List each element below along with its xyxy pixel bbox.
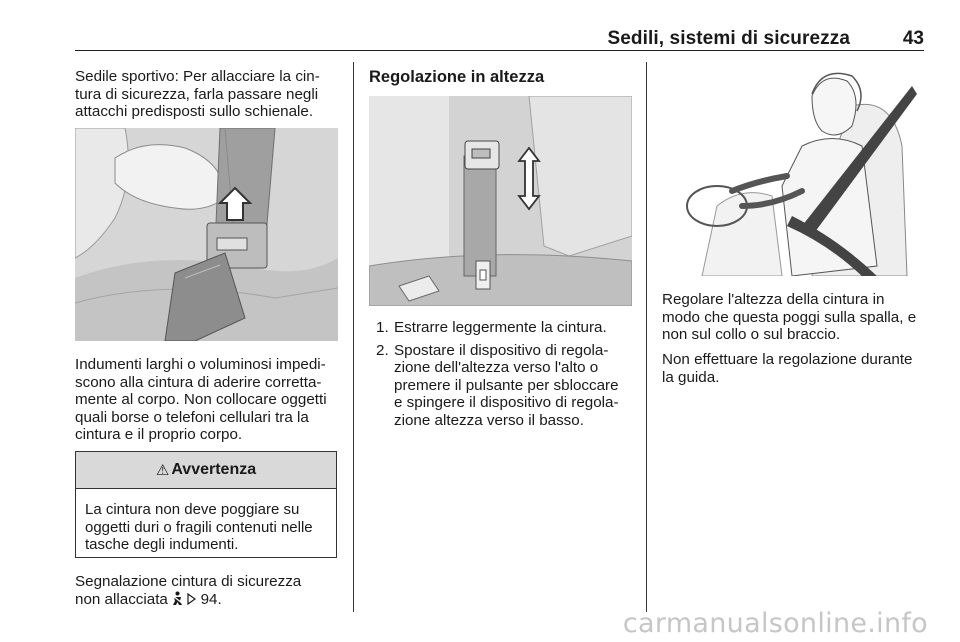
text-line: oggetti duri o fragili contenuti nelle [85,518,313,536]
text-line: Segnalazione cintura di sicurezza [75,573,302,590]
column-divider-left [353,62,354,612]
driver-seatbelt-drawing [662,66,925,276]
text-line: mente al corpo. Non collocare oggetti [75,391,327,408]
text-line: quali borse o telefoni cellulari tra la [75,408,309,426]
text-line: Non effettuare la regolazione durante [662,351,913,368]
section-heading: Regolazione in altezza [369,68,545,86]
page-reference-link[interactable]: 94. [200,590,222,608]
driver-seatbelt-illustration [662,66,925,276]
text-line: Indumenti larghi o voluminosi impedi- [75,356,326,373]
header-rule [75,50,924,51]
text-line: la guida. [662,368,720,386]
text-line: e spingere il dispositivo di regola- [394,394,619,411]
seatbelt-reminder-paragraph [75,573,301,608]
reminder-text: non allacciata [75,590,168,608]
sport-seat-paragraph [75,68,320,121]
column-divider-right [646,62,647,612]
text-line: attacchi predisposti sullo schienale. [75,103,314,120]
text-line: scono alla cintura di aderire corretta- [75,373,322,391]
step-item [369,319,619,337]
warning-header [76,452,336,489]
text-line: Regolare l'altezza della cintura in [662,291,885,308]
text-line: Estrarre leggermente la cintura. [394,319,607,336]
warning-box [75,451,337,558]
clothing-paragraph [75,356,327,444]
page-header-title: Sedili, sistemi di sicurezza [607,28,850,49]
text-line [75,591,301,609]
text-line: cintura e il proprio corpo. [75,426,243,443]
seatbelt-buckle-illustration [75,128,338,341]
warning-triangle-icon: ⚠ [155,462,170,479]
seatbelt-buckle-drawing [75,128,338,341]
page-number: 43 [902,28,924,49]
text-line: tasche degli indumenti. [85,536,239,553]
driving-caution-paragraph [662,351,913,386]
warning-body [76,489,336,554]
text-line: non sul collo o sul braccio. [662,326,841,343]
page-reference-icon [187,591,200,608]
warning-title: Avvertenza [171,461,257,478]
watermark: carmanualsonline.info [622,608,928,639]
text-line: premere il pulsante per sbloccare [394,376,619,394]
text-line: Spostare il dispositivo di regola- [394,341,609,359]
step-number: 1. [376,319,389,336]
height-instruction-paragraph [662,291,916,344]
text-line: zione altezza verso il basso. [394,411,584,429]
step-item [369,342,619,430]
seatbelt-reminder-icon [172,591,187,608]
height-adjuster-illustration [369,96,632,306]
step-number: 2. [376,341,389,359]
text-line: Sedile sportivo: Per allacciare la cin- [75,68,320,85]
height-adjuster-drawing [369,96,632,306]
text-line: modo che questa poggi sulla spalla, e [662,308,917,326]
text-line: zione dell'altezza verso l'alto o [394,359,599,376]
adjustment-steps [369,319,619,434]
text-line: tura di sicurezza, farla passare negli [75,85,319,103]
text-line: La cintura non deve poggiare su [85,501,300,518]
